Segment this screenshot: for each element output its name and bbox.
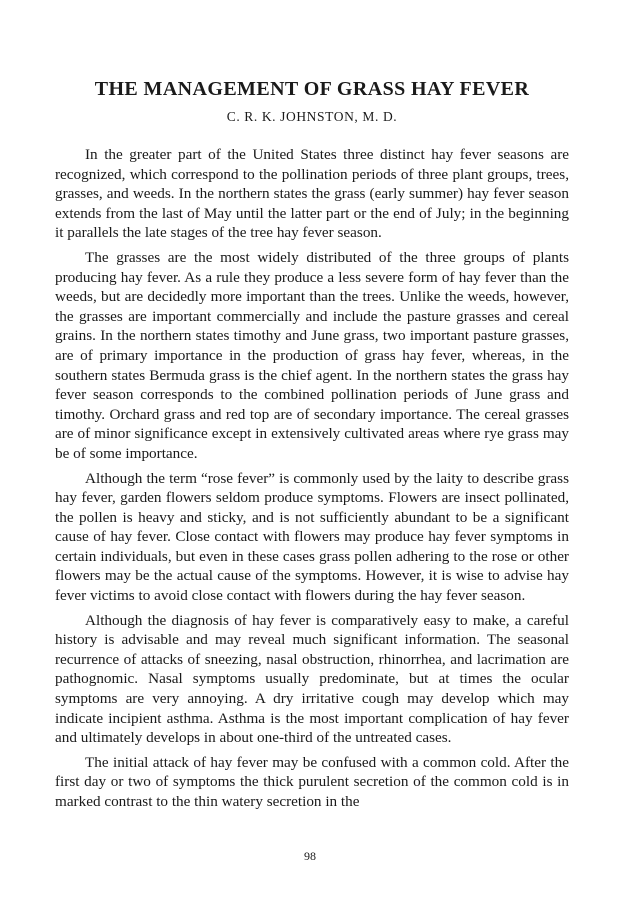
paragraph-diagnosis: Although the diagnosis of hay fever is comparatively easy to make, a careful history is advisable and may reveal much significant information. The seasonal recurrence of attacks of sneezing, nasal obstruction, rhinorrhea, and lacrimation are pathognomic. Nasal symptoms usually predominate, but at times the ocular symptoms are very annoying. A dry irritative cough may develop which may indicate incipient asthma. Asthma is the most important complication of hay fever and ultimately develops in about one-third of the untreated cases. [55, 611, 569, 747]
paragraph-initial-attack: The initial attack of hay fever may be confused with a common cold. After the first day or two of symptoms the thick purulent secretion of the common cold is in marked contrast to the thin watery secretion in the [55, 753, 569, 810]
article-body [55, 145, 569, 812]
paragraph-rose-fever: Although the term “rose fever” is commonly used by the laity to describe grass hay fever, garden flowers seldom produce symptoms. Flowers are insect pollinated, the pollen is heavy and sticky, and is not sufficiently abundant to be a significant cause of hay fever. Close contact with flowers may produce hay fever symptoms in certain individuals, but even in these cases grass pollen adhering to the rose or other flowers may be the actual cause of the symptoms. However, it is wise to advise hay fever victims to avoid close contact with flowers during the hay fever season. [55, 469, 569, 605]
page-number: 98 [304, 849, 316, 863]
paragraph-grasses: The grasses are the most widely distributed of the three groups of plants producing hay fever. As a rule they produce a less severe form of hay fever than the weeds, but are decidedly more important than the trees. Unlike the weeds, however, the grasses are important commercially and include the pasture grasses and cereal grains. In the northern states timothy and June grass, two important pasture grasses, are of primary importance in the production of grass hay fever, whereas, in the southern states Bermuda grass is the chief agent. In the northern states the grass hay fever season corresponds to the combined pollination periods of June grass and timothy. Orchard grass and red top are of secondary importance. The cereal grasses are of minor significance except in extensively cultivated areas where rye grass may be of some importance. [55, 248, 569, 462]
article-title: THE MANAGEMENT OF GRASS HAY FEVER [94, 78, 530, 100]
paragraph-seasons: In the greater part of the United States three distinct hay fever seasons are recognized, which correspond to the pollination periods of three plant groups, trees, grasses, and weeds. In the northern states the grass (early summer) hay fever season extends from the last of May until the latter part or the end of July; in the beginning it parallels the late stages of the tree hay fever season. [55, 146, 569, 242]
article-author: C. R. K. JOHNSTON, M. D. [226, 109, 398, 124]
